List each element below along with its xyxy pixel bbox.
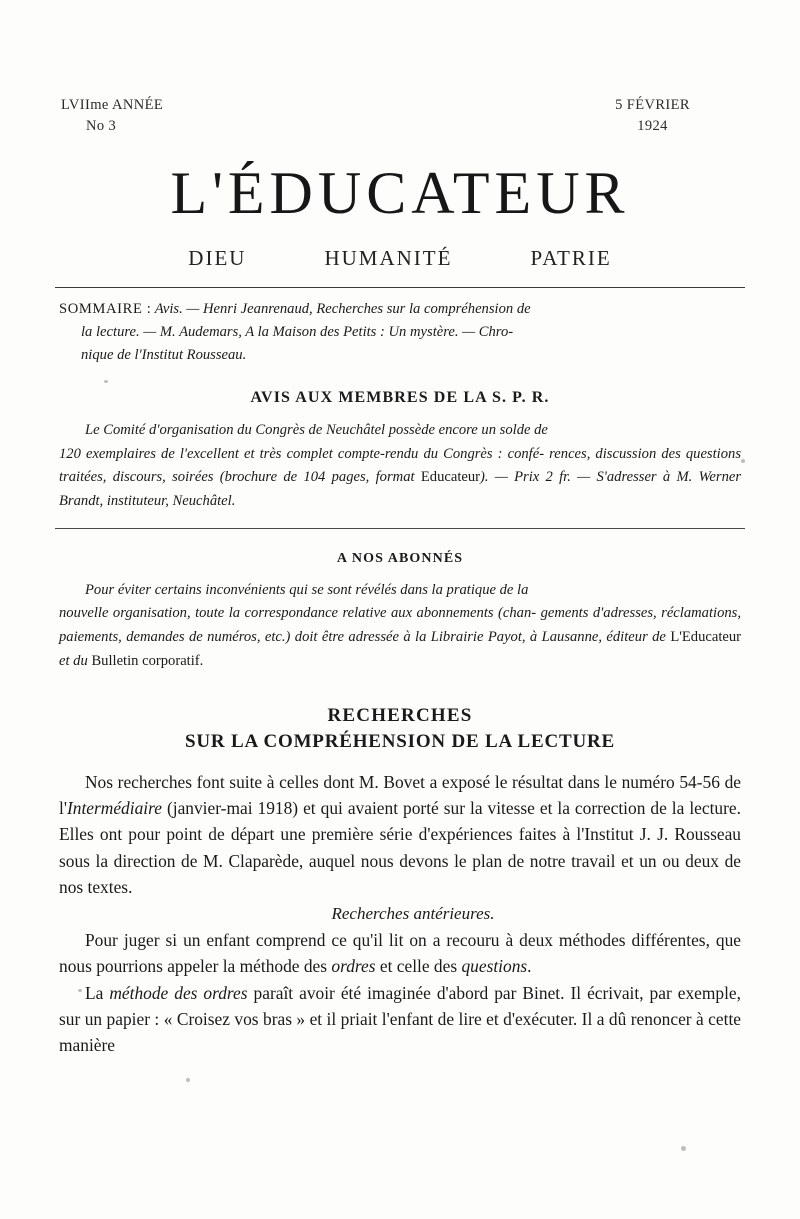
- notice1-line-5: Neuchâtel.: [172, 493, 236, 510]
- article-title-line-1: RECHERCHES: [327, 705, 473, 727]
- notice2-line-5: Bulletin corporatif.: [91, 652, 204, 669]
- sommaire-line-2: la lecture. — M. Audemars, A la Maison des Petits : Un mystère. — Chro-: [81, 324, 514, 341]
- notice-heading-spr: AVIS AUX MEMBRES DE LA S. P. R.: [250, 389, 550, 407]
- motto-word-patrie: PATRIE: [530, 246, 612, 271]
- page-title: L'ÉDUCATEUR: [170, 160, 630, 227]
- p1-part-a: Nos recherches font suite à celles dont M. Bovet a exposé le résultat dans le numéro 54-56 de l': [59, 771, 741, 819]
- p2-part-c: et celle des: [375, 956, 462, 977]
- notice1-line-3: rences, discussion des questions traitées, discours, soirées (brochure de 104 pages,: [59, 445, 741, 486]
- issue-year: 1924: [637, 118, 668, 135]
- notice1-line-4-post: ). — Prix 2 fr. — S'adresser à M. Werner Brandt, instituteur,: [59, 469, 742, 510]
- masthead-left: [55, 95, 163, 137]
- p1-title-intermediaire: Intermédiaire: [66, 798, 162, 819]
- p3-part-a: La: [85, 982, 110, 1003]
- notice1-line-1: Le Comité d'organisation du Congrès de Neuchâtel possède encore un solde de: [85, 422, 548, 439]
- issue-date: 5 FÉVRIER: [615, 97, 690, 113]
- article-paragraph-2: [59, 927, 741, 980]
- notice2-line-1: Pour éviter certains inconvénients qui se sont révélés dans la pratique de la: [85, 581, 529, 598]
- notice-body-abonnes: [55, 579, 745, 674]
- notice2-line-3: gements d'adresses, réclamations, paiements, demandes de numéros, etc.) doit: [59, 605, 741, 646]
- notice1-line-4-pre: format: [375, 469, 421, 486]
- notice2-line-4-pre: être adressée à la Librairie Payot, à Lausanne, éditeur de: [321, 629, 671, 646]
- article-paragraph-1: [59, 769, 741, 901]
- notice2-line-4-post: et du: [59, 652, 88, 669]
- notice1-educateur-mention: Educateur: [420, 469, 481, 486]
- masthead-right: [615, 95, 745, 137]
- masthead-motto: [55, 246, 745, 271]
- article-subheading: Recherches antérieures.: [331, 903, 495, 923]
- sommaire-block: [55, 298, 745, 367]
- p2-part-e: .: [527, 956, 532, 977]
- motto-word-humanite: HUMANITÉ: [324, 246, 453, 271]
- p2-term-questions: questions: [461, 956, 528, 977]
- document-content: [55, 95, 745, 1059]
- notice2-line-2: nouvelle organisation, toute la correspondance relative aux abonnements (chan-: [59, 605, 537, 622]
- sommaire-label: SOMMAIRE :: [59, 301, 152, 318]
- scan-speck: [186, 1078, 190, 1082]
- article-title-line-2: SUR LA COMPRÉHENSION DE LA LECTURE: [185, 730, 615, 752]
- article-body: [55, 769, 745, 1059]
- p1-part-c: (janvier-mai 1918) et qui avaient porté sur la vitesse et la correction de la lecture. Elles ont pour point de départ une première série d'expériences faites à l'Institut J. J. Rousseau sous la direction de M. Claparède, auquel nous devons le plan de notre travail et un ou deux de nos textes.: [59, 798, 741, 898]
- notice-heading-abonnes: A NOS ABONNÉS: [336, 550, 464, 566]
- volume-label: LVIIme ANNÉE: [61, 97, 164, 113]
- notice-divider: [55, 528, 745, 529]
- masthead: [55, 95, 745, 137]
- p3-part-c: paraît avoir été imaginée d'abord par Binet. Il écrivait, par exemple, sur un papier : « Croisez vos bras » et il priait l'enfant de lire et d'exécuter. Il a dû renoncer à cette manière: [59, 982, 741, 1056]
- p2-part-a: Pour juger si un enfant comprend ce qu'il lit on a recouru à deux méthodes différentes, que nous pourrions appeler la méthode des: [59, 929, 741, 977]
- masthead-divider: [55, 287, 745, 288]
- article-paragraph-3: [59, 980, 741, 1059]
- scan-speck: [681, 1146, 686, 1151]
- p2-term-ordres: ordres: [331, 956, 376, 977]
- sommaire-line-3: nique de l'Institut Rousseau.: [81, 347, 247, 364]
- sommaire-line-1: Avis. — Henri Jeanrenaud, Recherches sur la compréhension de: [154, 301, 531, 318]
- notice2-educateur-mention: L'Educateur: [670, 629, 742, 646]
- issue-number: No 3: [85, 118, 117, 135]
- article-title: [55, 703, 745, 754]
- p3-term-methode-des-ordres: méthode des ordres: [109, 982, 248, 1003]
- motto-word-dieu: DIEU: [188, 246, 247, 271]
- notice1-line-2: 120 exemplaires de l'excellent et très complet compte-rendu du Congrès : confé-: [59, 445, 545, 462]
- notice-body-spr: [55, 419, 745, 514]
